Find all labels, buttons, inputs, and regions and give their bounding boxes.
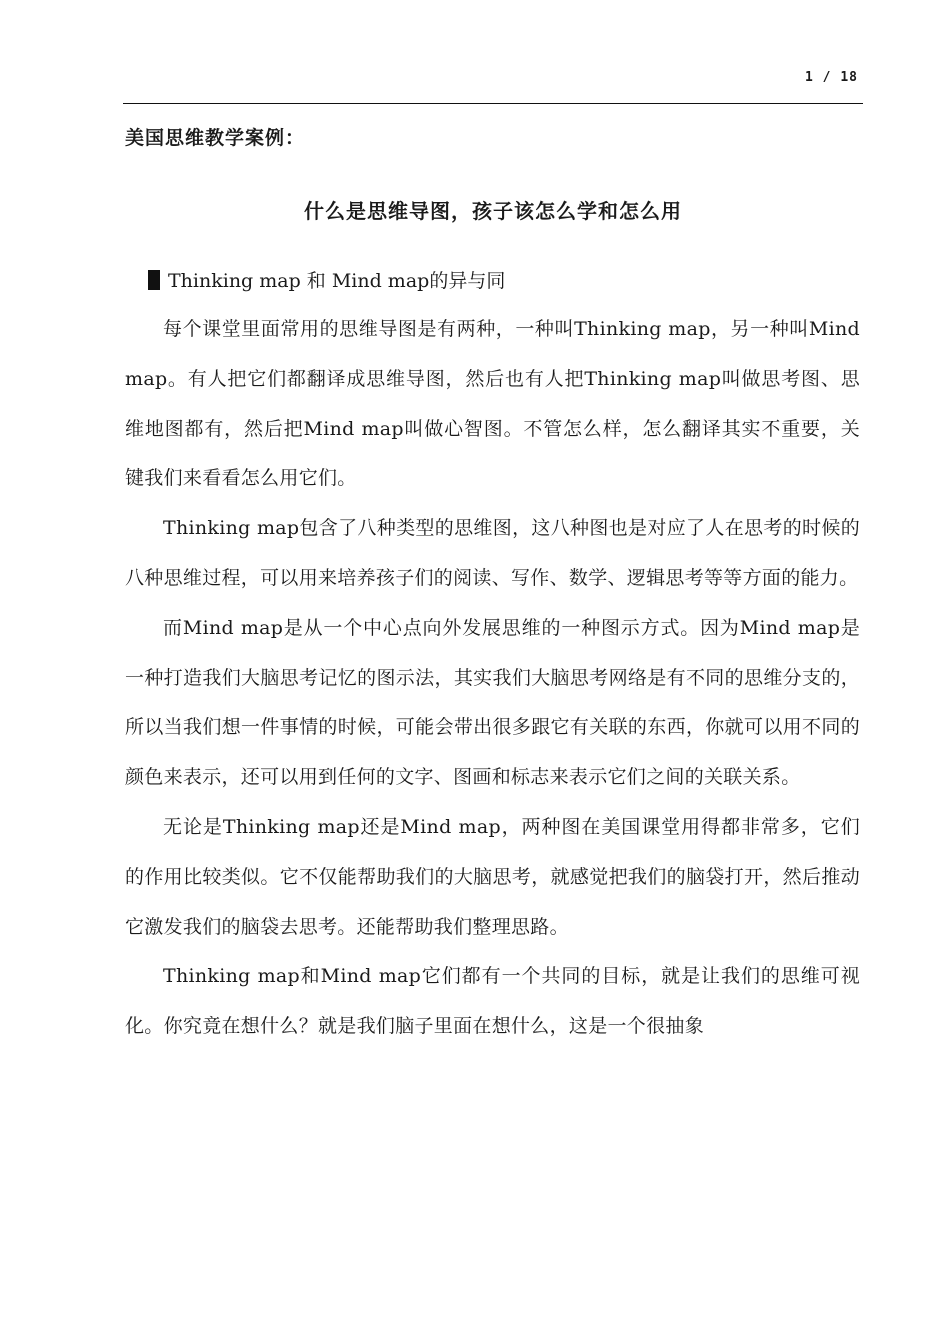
paragraph-4: 无论是Thinking map还是Mind map，两种图在美国课堂用得都非常多，它们的作用比较类似。它不仅能帮助我们的大脑思考，就感觉把我们的脑袋打开，然后推动它激发我们的脑袋去思考。还能帮助我们整理思路。 [125,815,860,938]
document-title: 什么是思维导图，孩子该怎么学和怎么用 [304,199,682,223]
section-heading [148,266,505,293]
section-heading-text: Thinking map 和 Mind map的异与同 [168,270,506,292]
header-divider [123,103,863,104]
document-label: 美国思维教学案例： [125,127,306,149]
square-bullet-icon [148,270,160,290]
paragraph-2: Thinking map包含了八种类型的思维图，这八种图也是对应了人在思考的时候的八种思维过程，可以用来培养孩子们的阅读、写作、数学、逻辑思考等等方面的能力。 [125,517,860,589]
page-indicator: 1 / 18 [805,70,858,85]
paragraph-5: Thinking map和Mind map它们都有一个共同的目标，就是让我们的思维可视化。你究竟在想什么？就是我们脑子里面在想什么，这是一个很抽象 [125,965,860,1038]
body-text [125,305,860,1052]
paragraph-3: 而Mind map是从一个中心点向外发展思维的一种图示方式。因为Mind map是一种打造我们大脑思考记忆的图示法，其实我们大脑思考网络是有不同的思维分支的，所以当我们想一件事情的时候，可能会带出很多跟它有关联的东西，你就可以用不同的颜色来表示，还可以用到任何的文字、图画和标志来表示它们之间的关联关系。 [125,616,860,789]
paragraph-1: 每个课堂里面常用的思维导图是有两种，一种叫Thinking map，另一种叫Mind map。有人把它们都翻译成思维导图，然后也有人把Thinking map叫做思考图、思维地图都有，然后把Mind map叫做心智图。不管怎么样，怎么翻译其实不重要，关键我们来看看怎么用它们。 [125,318,860,490]
